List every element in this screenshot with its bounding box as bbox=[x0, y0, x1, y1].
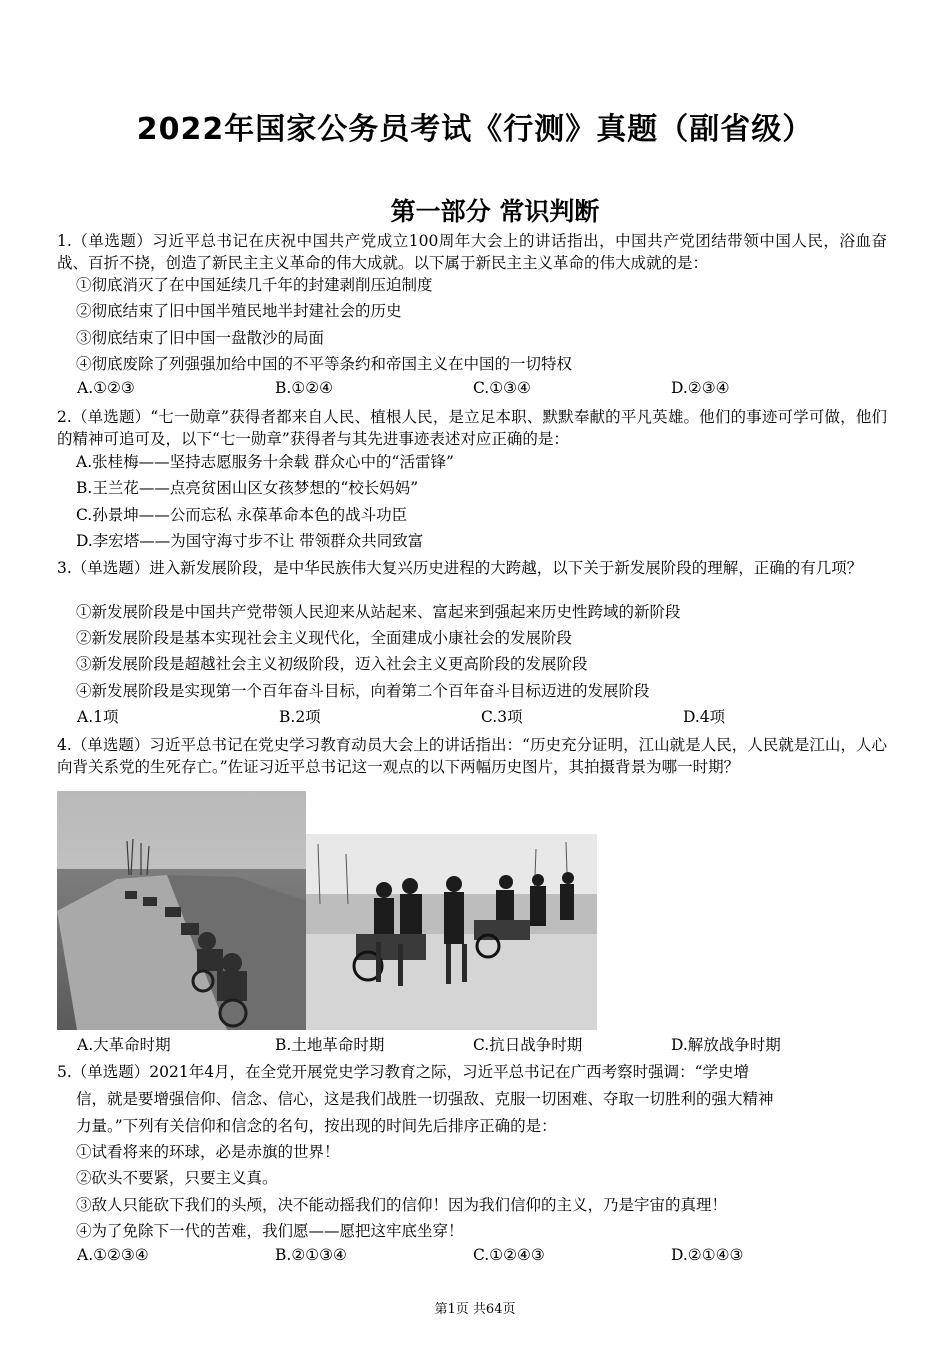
q1-item-3: ③彻底结束了旧中国一盘散沙的局面 bbox=[76, 329, 325, 347]
q5-choice-d[interactable]: D.②①④③ bbox=[671, 1246, 744, 1264]
q5-item-3: ③敌人只能砍下我们的头颅，决不能动摇我们的信仰！因为我们信仰的主义，乃是宇宙的真理！ bbox=[76, 1196, 728, 1214]
q3-item-2: ②新发展阶段是基本实现社会主义现代化，全面建成小康社会的发展阶段 bbox=[76, 629, 573, 647]
q1-item-2: ②彻底结束了旧中国半殖民地半封建社会的历史 bbox=[76, 302, 402, 320]
q1-stem: 1.（单选题）习近平总书记在庆祝中国共产党成立100周年大会上的讲话指出，中国共产党团结带领中国人民，浴血奋战、百折不挠，创造了新民主主义革命的伟大成就。以下属于新民主主义革命的伟大成就的是： bbox=[57, 232, 887, 272]
q4-choice-d[interactable]: D.解放战争时期 bbox=[671, 1036, 781, 1054]
q2-stem: 2.（单选题）“七一勋章”获得者都来自人民、植根人民，是立足本职、默默奉献的平凡英雄。他们的事迹可学可做，他们的精神可追可及，以下“七一勋章”获得者与其先进事迹表述对应正确的是： bbox=[57, 408, 887, 448]
photo-wheelbarrow-road-illustration bbox=[57, 791, 306, 1030]
q3-item-4: ④新发展阶段是实现第一个百年奋斗目标，向着第二个百年奋斗目标迈进的发展阶段 bbox=[76, 682, 650, 700]
q5-item-1: ①试看将来的环球，必是赤旗的世界！ bbox=[76, 1143, 340, 1161]
q1-item-1: ①彻底消灭了在中国延续几千年的封建剥削压迫制度 bbox=[76, 276, 433, 294]
q2-option-c[interactable]: C.孙景坤——公而忘私 永葆革命本色的战斗功臣 bbox=[76, 506, 408, 524]
photo-carts-crowd-illustration bbox=[306, 834, 597, 1030]
q5-item-2: ②砍头不要紧，只要主义真。 bbox=[76, 1169, 278, 1187]
q2-option-b[interactable]: B.王兰花——点亮贫困山区女孩梦想的“校长妈妈” bbox=[76, 479, 419, 497]
q3-stem: 3.（单选题）进入新发展阶段，是中华民族伟大复兴历史进程的大跨越，以下关于新发展阶段的理解，正确的有几项？ bbox=[57, 559, 863, 577]
q3-choice-d[interactable]: D.4项 bbox=[683, 708, 726, 726]
page-footer: 第1页 共64页 bbox=[434, 1302, 516, 1317]
q2-option-a[interactable]: A.张桂梅——坚持志愿服务十余载 群众心中的“活雷锋” bbox=[76, 453, 454, 471]
q3-item-1: ①新发展阶段是中国共产党带领人民迎来从站起来、富起来到强起来历史性跨域的新阶段 bbox=[76, 603, 681, 621]
q5-item-4: ④为了免除下一代的苦难，我们愿——愿把这牢底坐穿！ bbox=[76, 1222, 464, 1240]
q5-choice-a[interactable]: A.①②③④ bbox=[77, 1246, 149, 1264]
page-title: 2022年国家公务员考试《行测》真题（副省级） bbox=[136, 112, 814, 147]
historical-photo-left bbox=[57, 791, 306, 1030]
q4-choice-a[interactable]: A.大革命时期 bbox=[77, 1036, 171, 1054]
historical-photo-right bbox=[306, 834, 597, 1030]
q5-choice-b[interactable]: B.②①③④ bbox=[275, 1246, 347, 1264]
q5-stem-line-1: 5.（单选题）2021年4月，在全党开展党史学习教育之际，习近平总书记在广西考察时强调：“学史增 bbox=[57, 1063, 750, 1081]
q5-stem-line-2: 信，就是要增强信仰、信念、信心，这是我们战胜一切强敌、克服一切困难、夺取一切胜利的强大精神 bbox=[76, 1090, 774, 1108]
section-heading: 第一部分 常识判断 bbox=[390, 197, 600, 226]
q2-option-d[interactable]: D.李宏塔——为国守海寸步不让 带领群众共同致富 bbox=[76, 532, 424, 550]
q5-choice-c[interactable]: C.①②④③ bbox=[473, 1246, 545, 1264]
q1-choice-c[interactable]: C.①③④ bbox=[473, 379, 531, 397]
q1-item-4: ④彻底废除了列强强加给中国的不平等条约和帝国主义在中国的一切特权 bbox=[76, 355, 573, 373]
q3-choice-b[interactable]: B.2项 bbox=[279, 708, 321, 726]
q5-stem-line-3: 力量。”下列有关信仰和信念的名句，按出现的时间先后排序正确的是： bbox=[76, 1117, 557, 1135]
q3-item-3: ③新发展阶段是超越社会主义初级阶段，迈入社会主义更高阶段的发展阶段 bbox=[76, 655, 588, 673]
q4-choice-c[interactable]: C.抗日战争时期 bbox=[473, 1036, 583, 1054]
q4-stem: 4.（单选题）习近平总书记在党史学习教育动员大会上的讲话指出：“历史充分证明，江山就是人民，人民就是江山，人心向背关系党的生死存亡。”佐证习近平总书记这一观点的以下两幅历史图片，其拍摄背景为哪一时期？ bbox=[57, 736, 887, 776]
q3-choice-a[interactable]: A.1项 bbox=[77, 708, 119, 726]
q1-choice-d[interactable]: D.②③④ bbox=[671, 379, 730, 397]
q1-choice-b[interactable]: B.①②④ bbox=[275, 379, 334, 397]
q3-choice-c[interactable]: C.3项 bbox=[481, 708, 523, 726]
q4-choice-b[interactable]: B.土地革命时期 bbox=[275, 1036, 385, 1054]
q1-choice-a[interactable]: A.①②③ bbox=[77, 379, 135, 397]
